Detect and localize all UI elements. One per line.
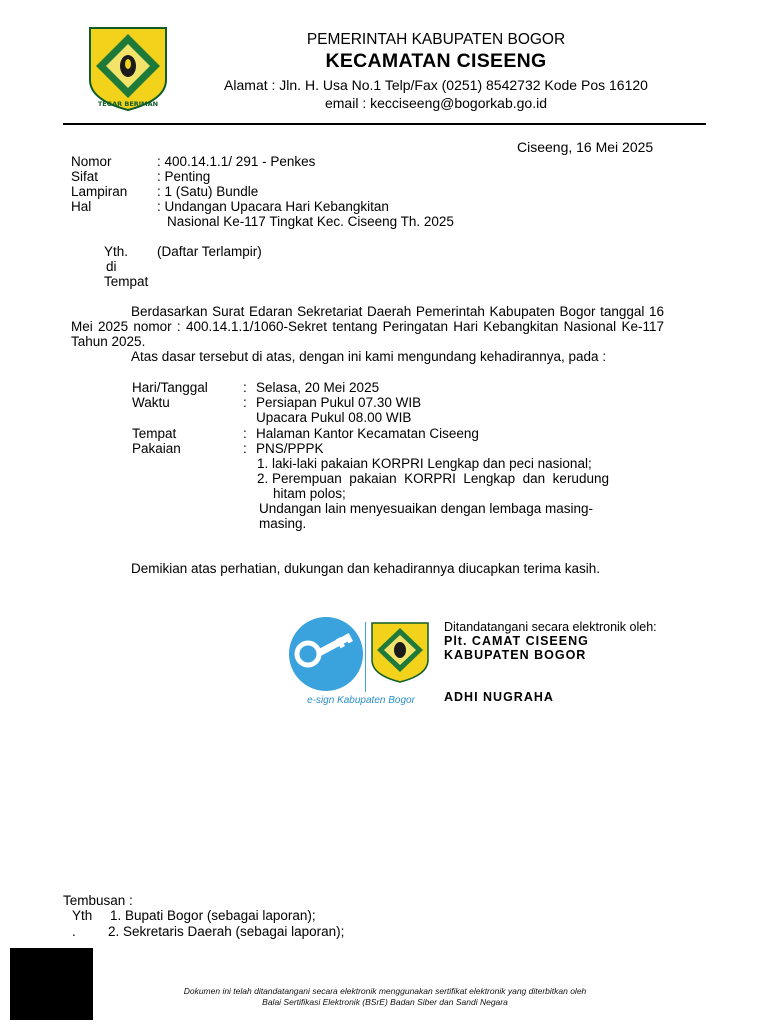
- tembusan-prefix-2: .: [72, 924, 76, 939]
- recipient-yth: Yth.: [104, 244, 129, 259]
- recipient-list: (Daftar Terlampir): [157, 244, 262, 259]
- tembusan-prefix-1: Yth: [72, 908, 93, 923]
- undangan-lain-2: masing.: [259, 516, 307, 531]
- detail-label-tempat: Tempat: [132, 426, 177, 441]
- esign-crest-logo: [369, 620, 431, 684]
- pakaian-item-2a: 2. Perempuan pakaian KORPRI Lengkap dan kerudung: [257, 471, 609, 486]
- footer-note-line-1: Dokumen ini telah ditandatangani secara elektronik menggunakan sertifikat elektronik yang diterbitkan oleh: [183, 986, 587, 996]
- crest-motto: TEGAR BERIMAN: [97, 100, 159, 108]
- esign-divider: [365, 622, 366, 692]
- qr-code-area: [10, 948, 93, 1020]
- meta-label-nomor: Nomor: [71, 154, 112, 169]
- recipient-tempat: Tempat: [104, 274, 149, 289]
- meta-value-nomor: : 400.14.1.1/ 291 - Penkes: [157, 154, 316, 169]
- meta-label-sifat: Sifat: [71, 169, 99, 184]
- office-name: KECAMATAN CISEENG: [325, 50, 547, 72]
- esign-key-logo: [286, 614, 368, 694]
- kabupaten-bogor-crest-logo: [86, 24, 170, 112]
- detail-value-pakaian: PNS/PPPK: [256, 441, 324, 456]
- detail-label-pakaian: Pakaian: [132, 441, 181, 456]
- meta-value-lampiran: : 1 (Satu) Bundle: [157, 184, 259, 199]
- undangan-lain-1: Undangan lain menyesuaikan dengan lembaga masing-: [259, 501, 593, 516]
- office-address: Alamat : Jln. H. Usa No.1 Telp/Fax (0251) 8542732 Kode Pos 16120: [224, 77, 648, 93]
- meta-label-hal: Hal: [71, 199, 92, 214]
- detail-value-tempat: Halaman Kantor Kecamatan Ciseeng: [256, 426, 479, 441]
- tembusan-heading: Tembusan :: [63, 893, 133, 908]
- subject-line-2: Nasional Ke-117 Tingkat Kec. Ciseeng Th. 2025: [167, 214, 454, 229]
- detail-colon-pakaian: :: [243, 441, 247, 456]
- pakaian-item-2b: hitam polos;: [273, 486, 346, 501]
- detail-label-waktu: Waktu: [132, 395, 170, 410]
- footer-note: [100, 986, 670, 1008]
- detail-value-waktu-2: Upacara Pukul 08.00 WIB: [256, 410, 412, 425]
- tembusan-item-2: 2. Sekretaris Daerah (sebagai laporan);: [108, 924, 345, 939]
- meta-value-sifat: : Penting: [157, 169, 211, 184]
- closing-sentence: Demikian atas perhatian, dukungan dan kehadirannya diucapkan terima kasih.: [131, 561, 601, 576]
- tembusan-item-1: 1. Bupati Bogor (sebagai laporan);: [110, 908, 316, 923]
- recipient-di: di: [106, 259, 117, 274]
- body-paragraph-2: Atas dasar tersebut di atas, dengan ini kami mengundang kehadirannya, pada :: [131, 349, 607, 364]
- signer-title-2: KABUPATEN BOGOR: [444, 648, 587, 662]
- detail-value-hari: Selasa, 20 Mei 2025: [256, 380, 380, 395]
- meta-label-lampiran: Lampiran: [71, 184, 128, 199]
- detail-label-hari: Hari/Tanggal: [132, 380, 208, 395]
- footer-note-line-2: Balai Sertifikasi Elektronik (BSrE) Badan Siber dan Sandi Negara: [262, 997, 508, 1007]
- detail-value-waktu-1: Persiapan Pukul 07.30 WIB: [256, 395, 422, 410]
- header-divider: [63, 123, 706, 125]
- letter-date: Ciseeng, 16 Mei 2025: [517, 139, 654, 155]
- government-name: PEMERINTAH KABUPATEN BOGOR: [306, 31, 566, 48]
- meta-value-hal: : Undangan Upacara Hari Kebangkitan: [157, 199, 389, 214]
- esign-caption: e-sign Kabupaten Bogor: [307, 695, 415, 706]
- pakaian-item-1: 1. laki-laki pakaian KORPRI Lengkap dan peci nasional;: [257, 456, 592, 471]
- signer-title-1: Plt. CAMAT CISEENG: [444, 634, 589, 648]
- detail-colon-waktu: :: [243, 395, 247, 410]
- paragraph-1-text: Berdasarkan Surat Edaran Sekretariat Daerah Pemerintah Kabupaten Bogor tanggal 16 Mei 2025 nomor : 400.14.1.1/1060-Sekret tentang Peringatan Hari Kebangkitan Nasional Ke-117 Tahun 2025.: [71, 304, 664, 349]
- detail-colon-hari: :: [243, 380, 247, 395]
- signer-name: ADHI NUGRAHA: [444, 690, 554, 704]
- body-paragraph-1: [71, 304, 664, 349]
- signed-electronically-note: Ditandatangani secara elektronik oleh:: [444, 620, 657, 634]
- office-email: email : kecciseeng@bogorkab.go.id: [324, 95, 547, 111]
- detail-colon-tempat: :: [243, 426, 247, 441]
